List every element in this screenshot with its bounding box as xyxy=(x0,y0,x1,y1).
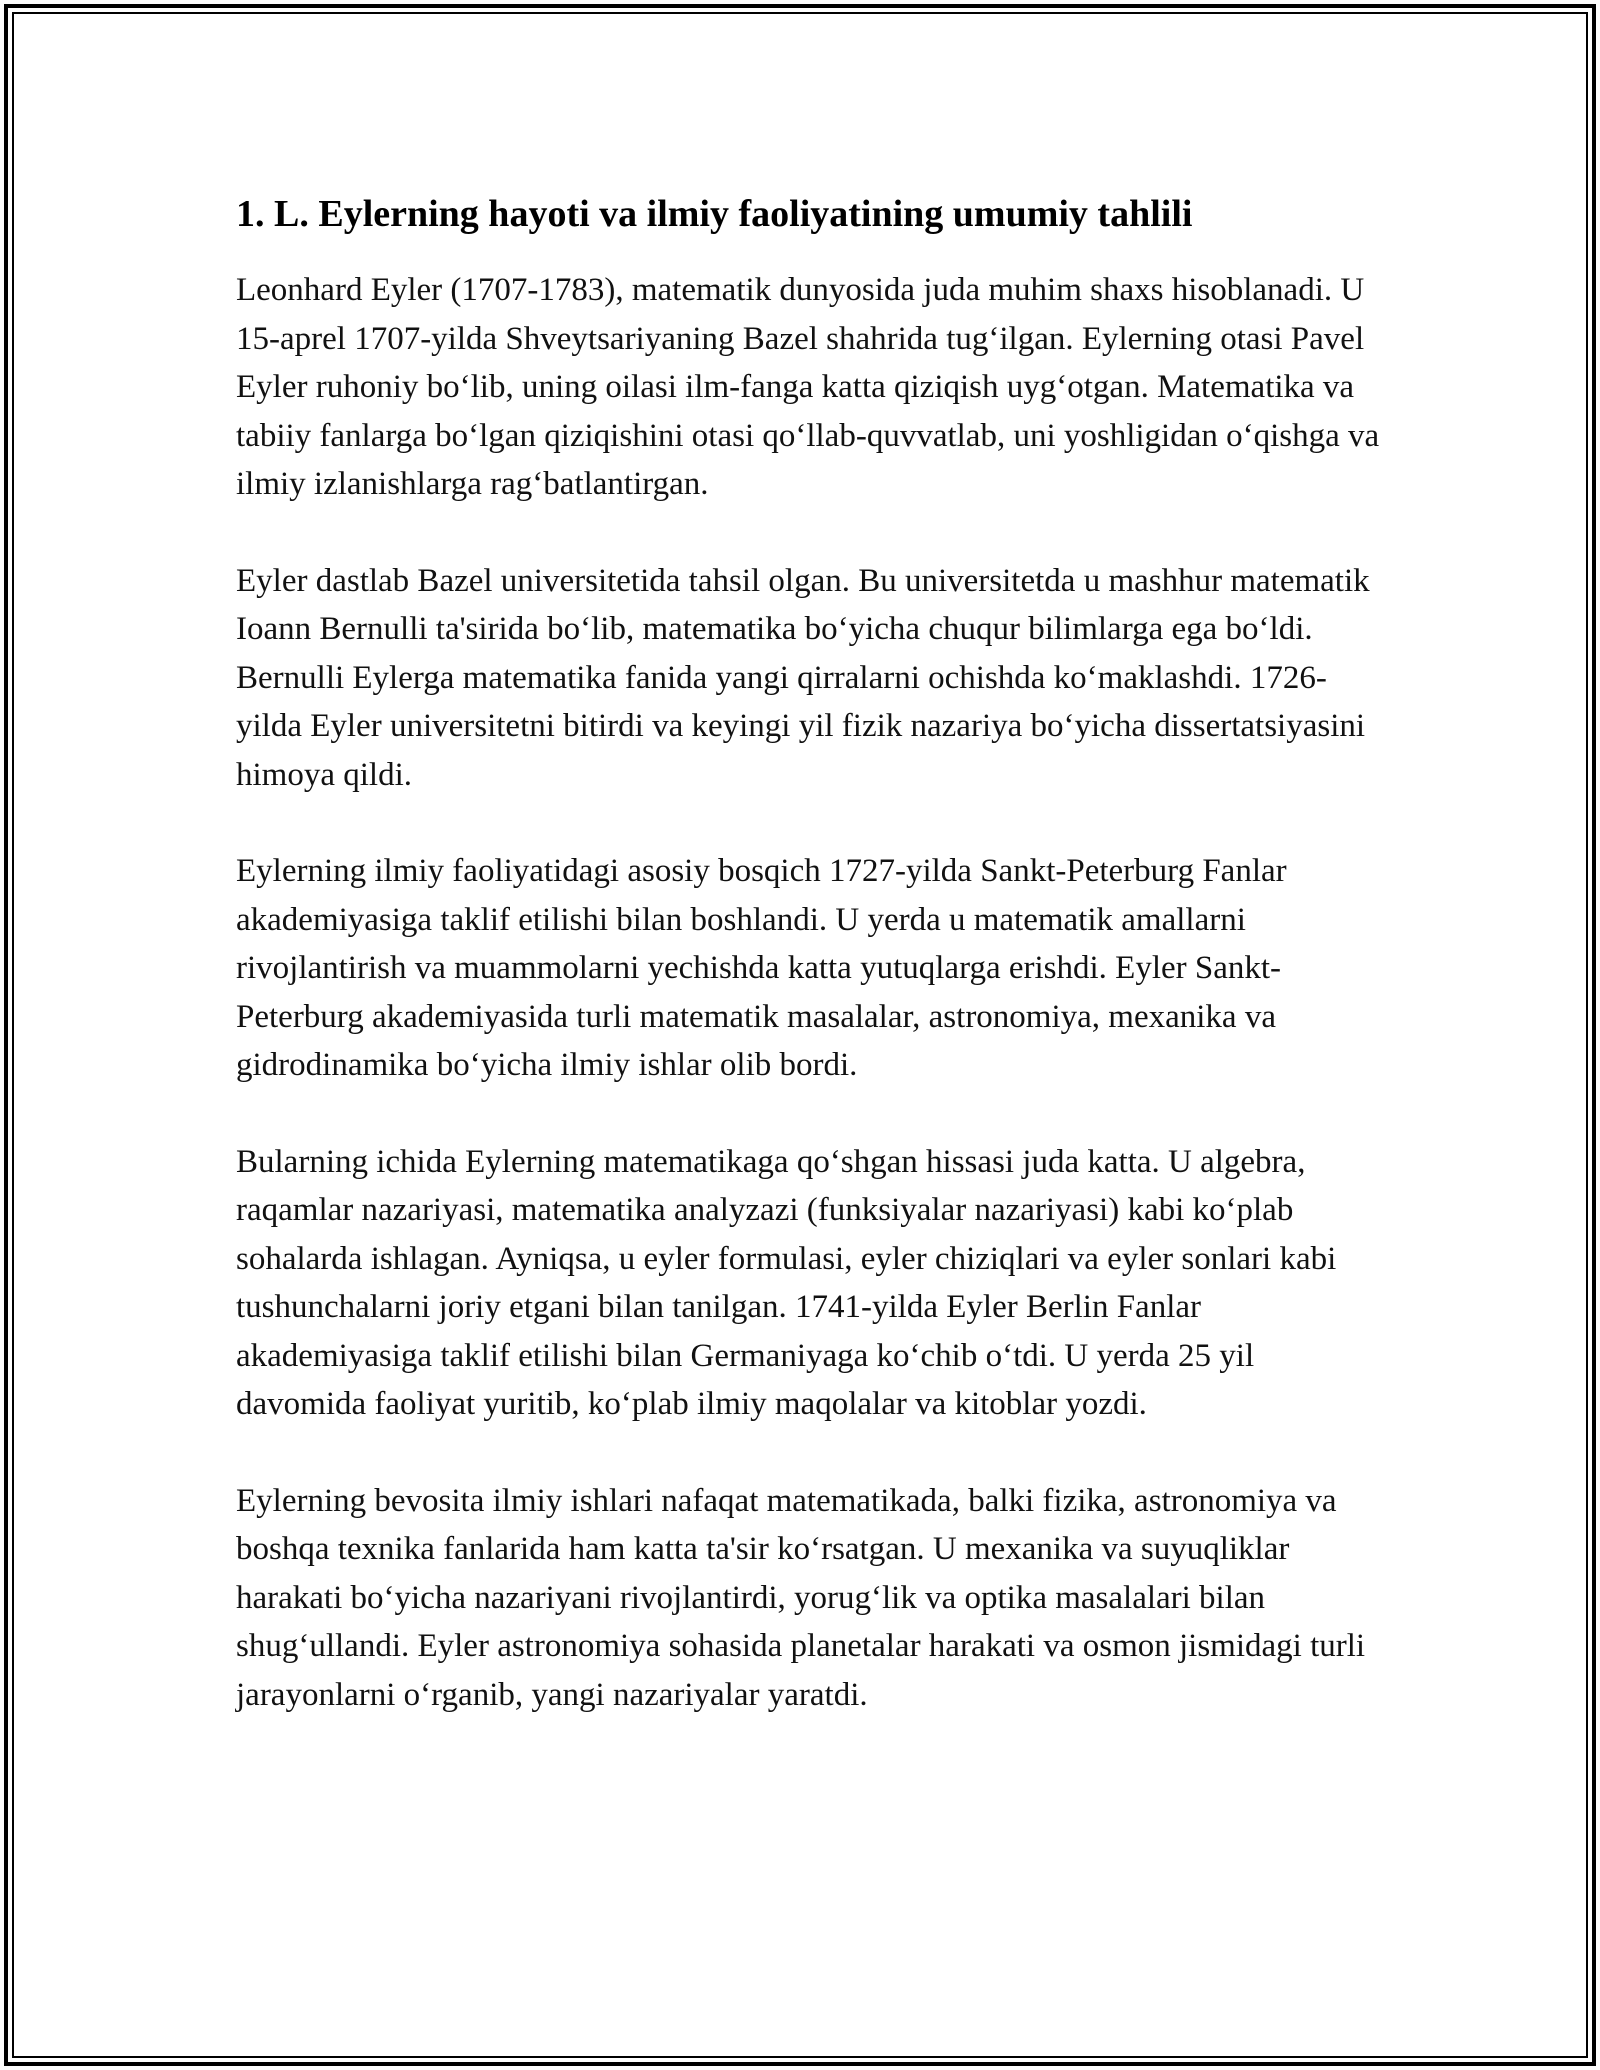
paragraph-2: Eyler dastlab Bazel universitetida tahsil olgan. Bu universitetda u mashhur matematik Ioann Bernulli ta'sirida bo‘lib, matematika bo‘yicha chuqur bilimlarga ega bo‘ldi. Bernulli Eylerga matematika fanida yangi qirralarni ochishda ko‘maklashdi. 1726-yilda Eyler universitetni bitirdi va keyingi yil fizik nazariya bo‘yicha dissertatsiyasini himoya qildi. xyxy=(236,562,1370,793)
section-heading: 1. L. Eylerning hayoti va ilmiy faoliyatining umumiy tahlili xyxy=(236,193,1193,235)
paragraph-3: Eylerning ilmiy faoliyatidagi asosiy bosqich 1727-yilda Sankt-Peterburg Fanlar akademiyasiga taklif etilishi bilan boshlandi. U yerda u matematik amallarni rivojlantirish va muammolarni yechishda katta yutuqlarga erishdi. Eyler Sankt-Peterburg akademiyasida turli matematik masalalar, astronomiya, mexanika va gidrodinamika bo‘yicha ilmiy ishlar olib bordi. xyxy=(236,853,1287,1083)
document-body xyxy=(236,188,1386,1767)
paragraph-1: Leonhard Eyler (1707-1783), matematik dunyosida juda muhim shaxs hisoblanadi. U 15-aprel 1707-yilda Shveytsariyaning Bazel shahrida tug‘ilgan. Eylerning otasi Pavel Eyler ruhoniy bo‘lib, uning oilasi ilm-fanga katta qiziqish uyg‘otgan. Matematika va tabiiy fanlarga bo‘lgan qiziqishini otasi qo‘llab-quvvatlab, uni yoshligidan o‘qishga va ilmiy izlanishlarga rag‘batlantirgan. xyxy=(236,272,1380,502)
paragraph-4: Bularning ichida Eylerning matematikaga qo‘shgan hissasi juda katta. U algebra, raqamlar nazariyasi, matematika analyzazi (funksiyalar nazariyasi) kabi ko‘plab sohalarda ishlagan. Ayniqsa, u eyler formulasi, eyler chiziqlari va eyler sonlari kabi tushunchalarni joriy etgani bilan tanilgan. 1741-yilda Eyler Berlin Fanlar akademiyasiga taklif etilishi bilan Germaniyaga ko‘chib o‘tdi. U yerda 25 yil davomida faoliyat yuritib, ko‘plab ilmiy maqolalar va kitoblar yozdi. xyxy=(236,1143,1337,1422)
paragraph-5: Eylerning bevosita ilmiy ishlari nafaqat matematikada, balki fizika, astronomiya va boshqa texnika fanlarida ham katta ta'sir ko‘rsatgan. U mexanika va suyuqliklar harakati bo‘yicha nazariyani rivojlantirdi, yorug‘lik va optika masalalari bilan shug‘ullandi. Eyler astronomiya sohasida planetalar harakati va osmon jismidagi turli jarayonlarni o‘rganib, yangi nazariyalar yaratdi. xyxy=(236,1482,1366,1713)
